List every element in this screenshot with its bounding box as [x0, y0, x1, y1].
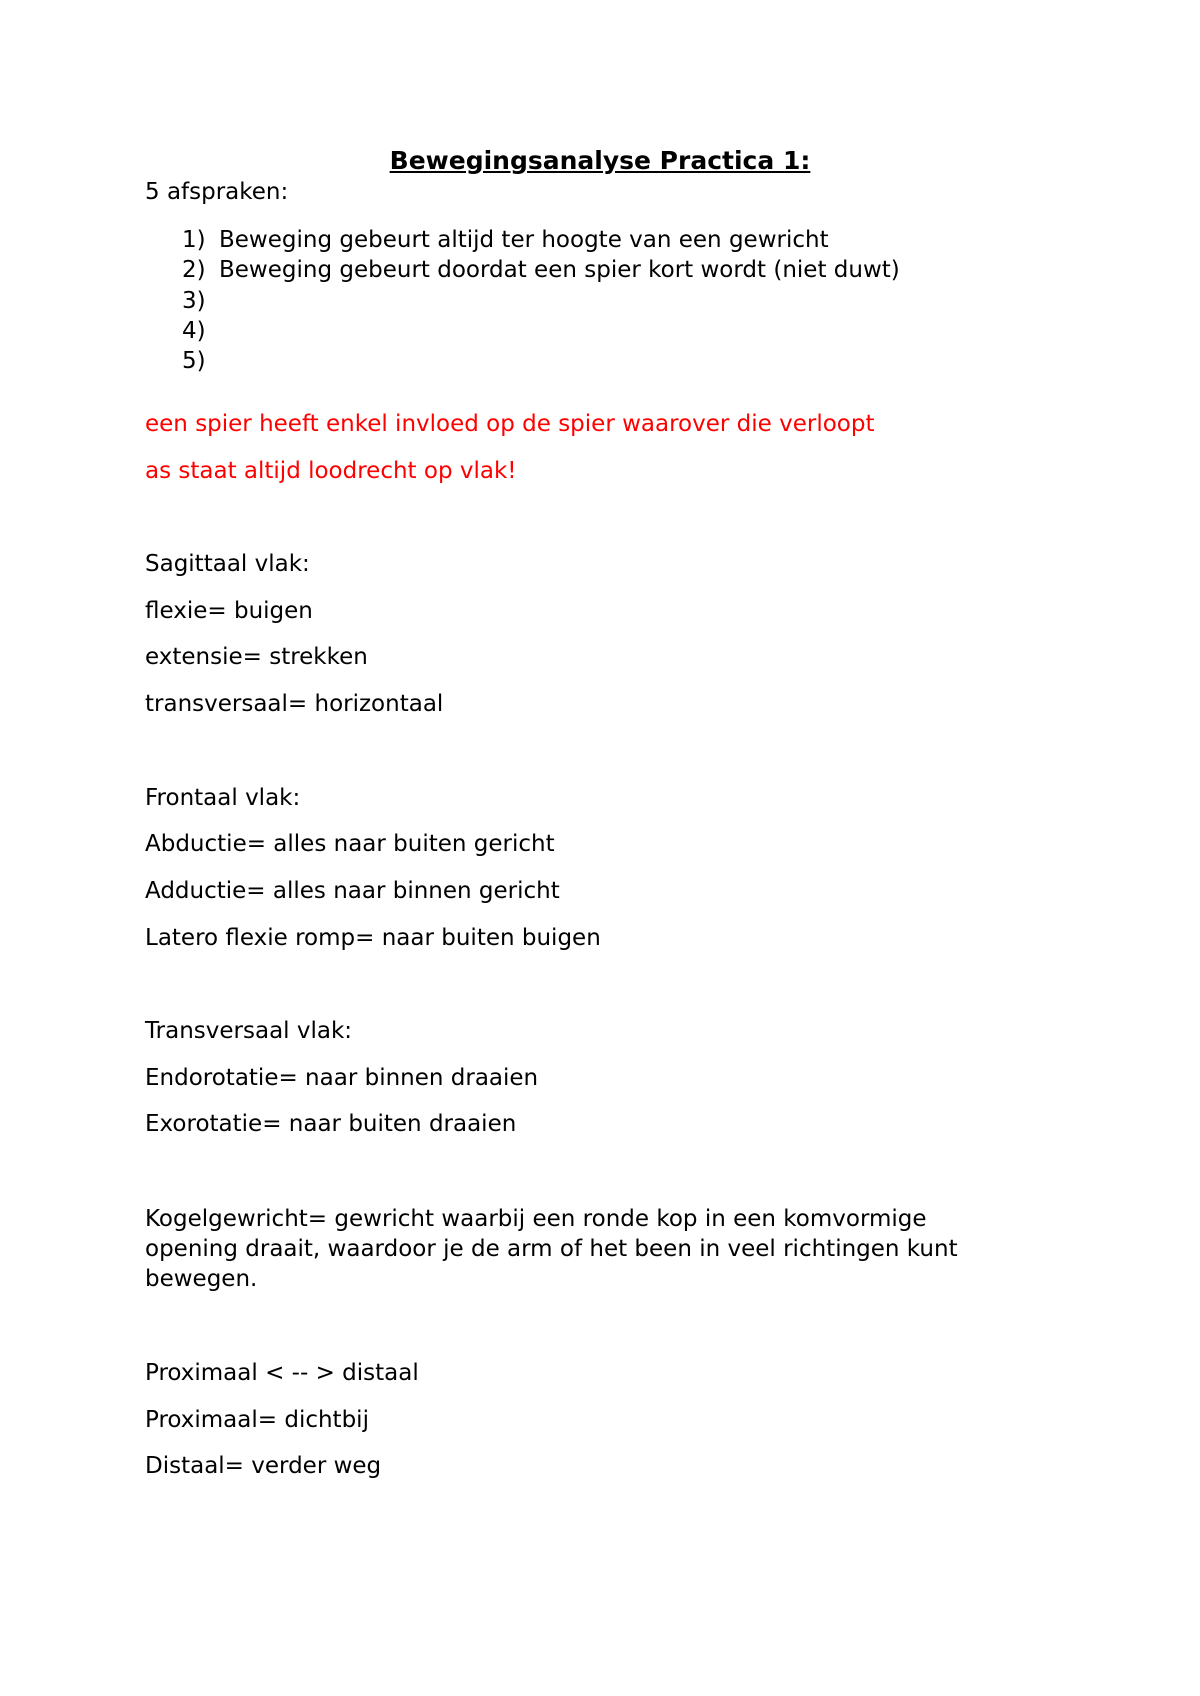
agreement-number: 5): [182, 348, 206, 374]
agreement-text: Beweging gebeurt doordat een spier kort wordt (niet duwt): [219, 257, 900, 283]
agreement-number: 2): [182, 257, 206, 283]
agreement-item: [182, 256, 900, 284]
agreement-item: [182, 317, 219, 345]
sagittal-item: extensie= strekken: [145, 644, 368, 670]
proximal-item: Proximaal= dichtbij: [145, 1407, 369, 1433]
red-note: een spier heeft enkel invloed op de spier waarover die verloopt: [145, 411, 875, 437]
agreements-intro: 5 afspraken:: [145, 179, 289, 205]
agreement-item: [182, 287, 219, 315]
ball-joint-definition: Kogelgewricht= gewricht waarbij een ronde kop in een komvormige opening draait, waardoor je de arm of het been in veel richtingen kunt bewegen.: [145, 1206, 958, 1292]
proximal-item: Proximaal < -- > distaal: [145, 1360, 419, 1386]
sagittal-heading: Sagittaal vlak:: [145, 551, 310, 577]
agreement-number: 1): [182, 227, 206, 253]
transversal-heading: Transversaal vlak:: [145, 1018, 353, 1044]
transversal-item: Endorotatie= naar binnen draaien: [145, 1065, 539, 1091]
frontal-item: Abductie= alles naar buiten gericht: [145, 831, 555, 857]
document-title: Bewegingsanalyse Practica 1:: [389, 146, 811, 175]
agreement-item: [182, 226, 829, 254]
agreement-number: 4): [182, 318, 206, 344]
sagittal-item: transversaal= horizontaal: [145, 691, 444, 717]
proximal-item: Distaal= verder weg: [145, 1453, 382, 1479]
frontal-item: Latero flexie romp= naar buiten buigen: [145, 925, 601, 951]
frontal-item: Adductie= alles naar binnen gericht: [145, 878, 560, 904]
frontal-heading: Frontaal vlak:: [145, 785, 301, 811]
agreement-number: 3): [182, 288, 206, 314]
agreement-item: [182, 347, 219, 375]
red-note: as staat altijd loodrecht op vlak!: [145, 458, 517, 484]
transversal-item: Exorotatie= naar buiten draaien: [145, 1111, 517, 1137]
agreement-text: Beweging gebeurt altijd ter hoogte van een gewricht: [219, 227, 829, 253]
sagittal-item: flexie= buigen: [145, 598, 313, 624]
